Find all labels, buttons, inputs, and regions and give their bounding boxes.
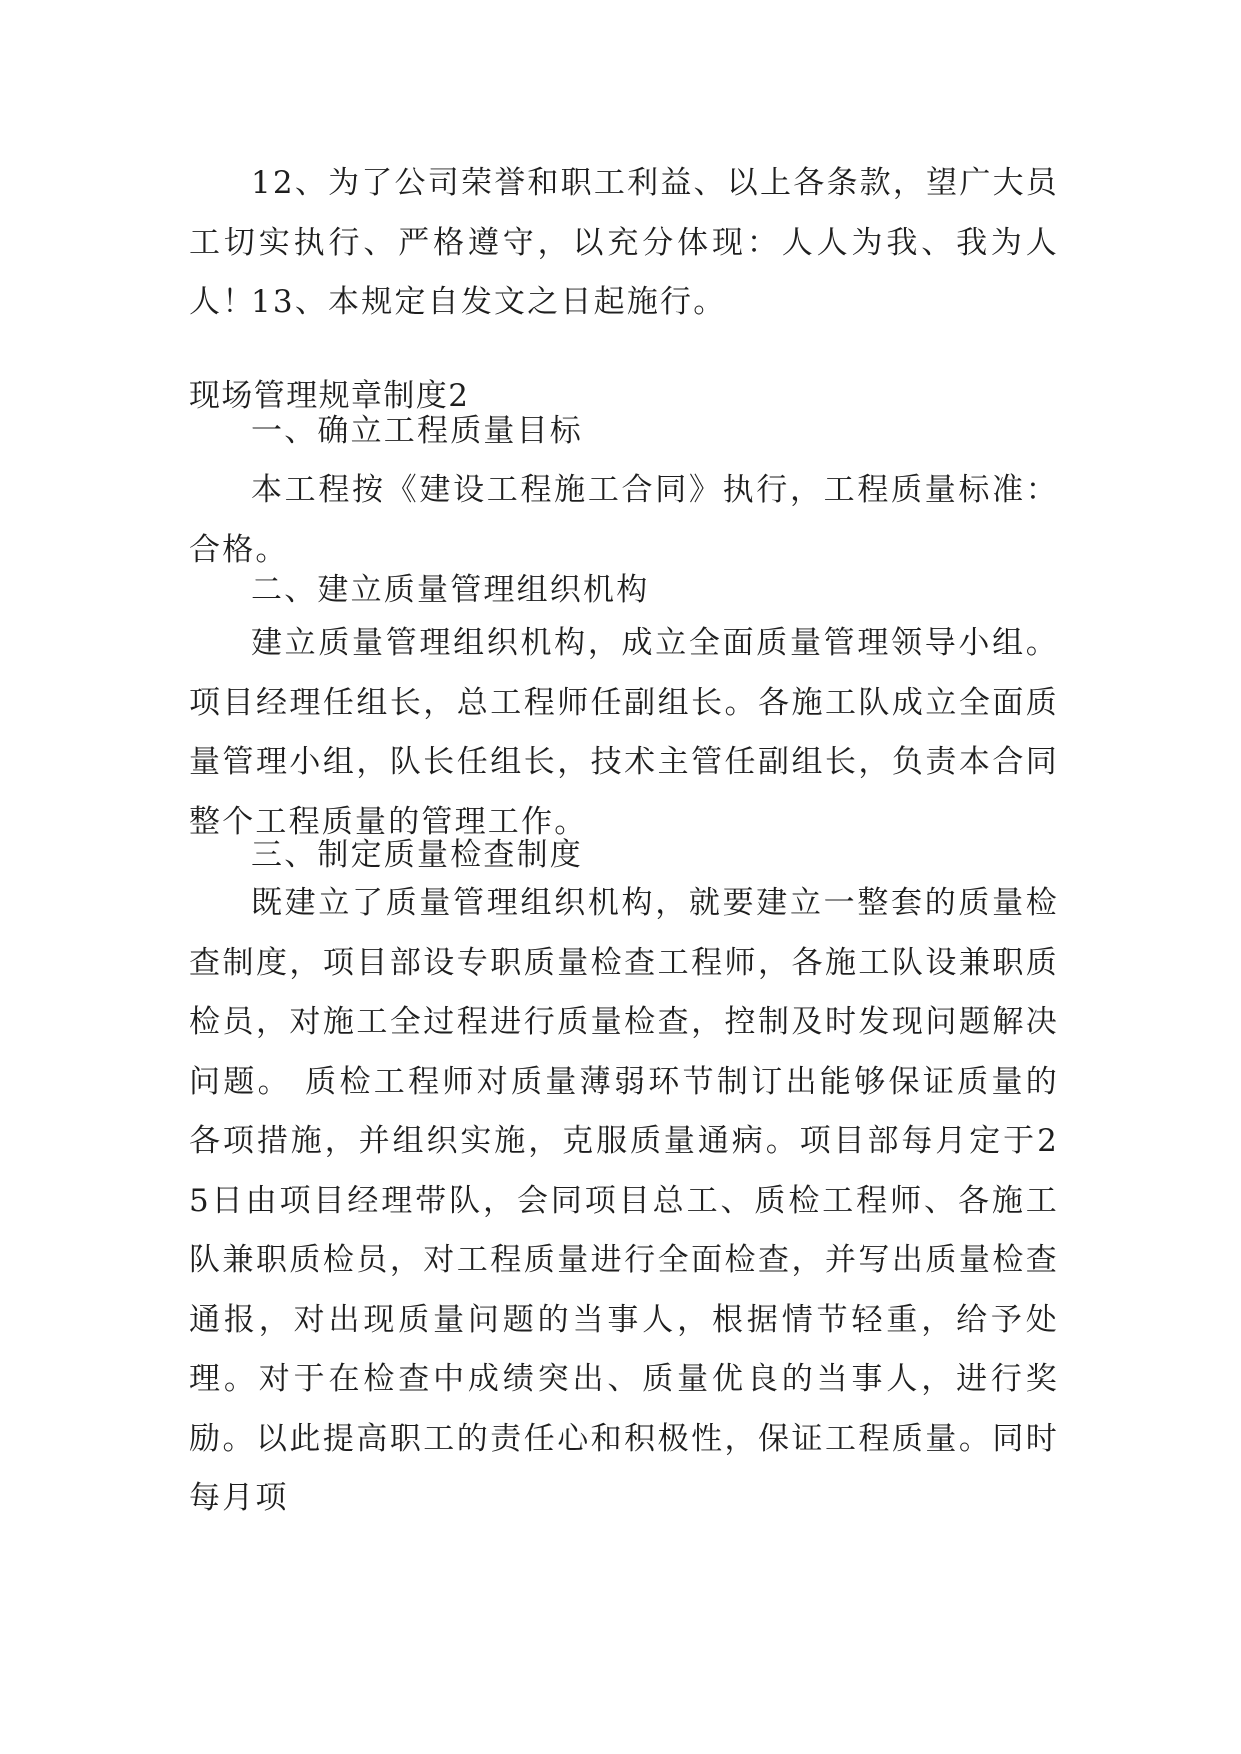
paragraph-rule-13: 13、本规定自发文之日起施行。 — [251, 284, 727, 320]
heading-quality-organization: 二、建立质量管理组织机构 — [251, 572, 650, 608]
paragraph-quality-standard: 本工程按《建设工程施工合同》执行，工程质量标准：合格。 — [189, 472, 1059, 568]
heading-quality-target: 一、确立工程质量目标 — [251, 413, 583, 449]
paragraph-rule-12: 12、为了公司荣誉和职工利益、以上各条款，望广大员工切实执行、严格遵守，以充分体现：人人为我、我为人人！ — [189, 165, 1059, 320]
paragraph-quality-organization: 建立质量管理组织机构，成立全面质量管理领导小组。项目经理任组长，总工程师任副组长。各施工队成立全面质量管理小组，队长任组长，技术主管任副组长，负责本合同整个工程质量的管理工作。 — [189, 625, 1059, 840]
heading-quality-inspection: 三、制定质量检查制度 — [251, 837, 583, 873]
paragraph-quality-inspection: 既建立了质量管理组织机构，就要建立一整套的质量检查制度，项目部设专职质量检查工程师，各施工队设兼职质检员，对施工全过程进行质量检查，控制及时发现问题解决问题。 质检工程师对质量薄弱环节制订出能够保证质量的各项措施，并组织实施，克服质量通病。项目部每月定于25日由项目经理带队，会同项目总工、质检工程师、各施工队兼职质检员，对工程质量进行全面检查，并写出质量检查通报，对出现质量问题的当事人，根据情节轻重，给予处理。对于在检查中成绩突出、质量优良的当事人，进行奖励。以此提高职工的责任心和积极性，保证工程质量。同时每月项 — [189, 885, 1059, 1516]
section-title: 现场管理规章制度2 — [189, 378, 470, 414]
